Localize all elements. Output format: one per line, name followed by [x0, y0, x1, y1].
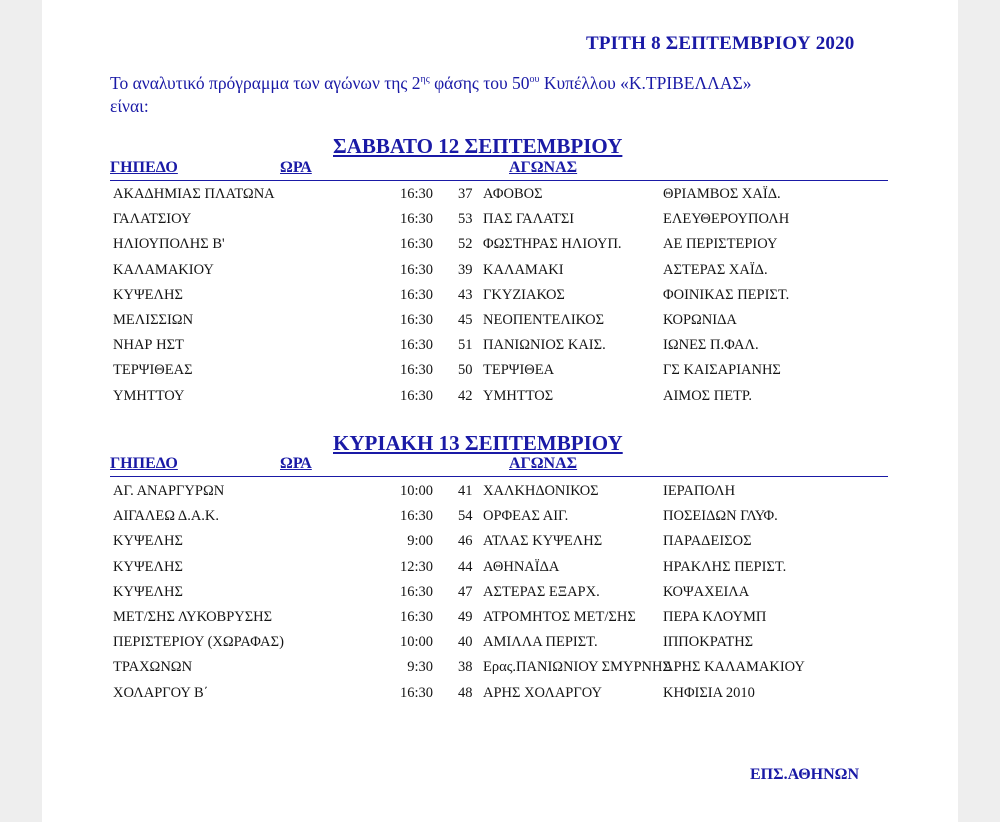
match-time: 16:30 — [399, 387, 433, 404]
day-title-sunday: ΚΥΡΙΑΚΗ 13 ΣΕΠΤΕΜΒΡΙΟΥ — [333, 431, 623, 455]
match-number: 49 — [458, 609, 473, 625]
match-home-team: ΠΑΝΙΩΝΙΟΣ ΚΑΙΣ. — [483, 337, 606, 354]
match-time: 16:30 — [399, 609, 433, 625]
match-home-team: ΧΑΛΚΗΔΟΝΙΚΟΣ — [483, 483, 599, 499]
match-venue: ΚΑΛΑΜΑΚΙΟΥ — [113, 261, 214, 278]
match-time: 16:30 — [399, 186, 433, 202]
match-number: 47 — [458, 583, 473, 600]
match-away-team: ΙΕΡΑΠΟΛΗ — [663, 483, 736, 499]
match-away-team: ΚΗΦΙΣΙΑ 2010 — [663, 684, 755, 701]
match-venue: ΠΕΡΙΣΤΕΡΙΟΥ (ΧΩΡΑΦΑΣ) — [113, 634, 284, 651]
match-time: 12:30 — [399, 558, 433, 575]
match-away-team: ΚΟΨΑΧΕΙΛΑ — [663, 583, 750, 600]
match-home-team: ΚΑΛΑΜΑΚΙ — [483, 261, 564, 278]
match-number: 38 — [458, 659, 473, 676]
signature: ΕΠΣ.ΑΘΗΝΩΝ — [750, 766, 860, 783]
match-row — [0, 609, 1000, 631]
match-home-team: ΑΡΗΣ ΧΟΛΑΡΓΟΥ — [483, 684, 602, 701]
match-home-team: ΟΡΦΕΑΣ ΑΙΓ. — [483, 508, 569, 525]
match-away-team: ΕΛΕΥΘΕΡΟΥΠΟΛΗ — [663, 211, 790, 228]
match-home-team: ΥΜΗΤΤΟΣ — [483, 387, 554, 404]
match-number: 54 — [458, 508, 473, 525]
match-home-team: ΑΜΙΛΛΑ ΠΕΡΙΣΤ. — [483, 634, 598, 651]
column-header-saturday — [110, 158, 888, 181]
match-venue: ΜΕΛΙΣΣΙΩΝ — [113, 312, 194, 328]
match-time: 16:30 — [399, 236, 433, 253]
match-time: 16:30 — [399, 261, 433, 278]
match-home-team: ΑΣΤΕΡΑΣ ΕΞΑΡΧ. — [483, 583, 600, 600]
match-time: 10:00 — [399, 634, 433, 651]
match-home-team: ΠΑΣ ΓΑΛΑΤΣΙ — [483, 211, 575, 228]
document-date: ΤΡΙΤΗ 8 ΣΕΠΤΕΜΒΡΙΟΥ 2020 — [586, 33, 855, 54]
match-row — [0, 685, 1000, 707]
match-away-team: ΘΡΙΑΜΒΟΣ ΧΑΪΔ. — [663, 186, 781, 202]
match-away-team: ΑΣΤΕΡΑΣ ΧΑΪΔ. — [663, 261, 768, 278]
match-time: 16:30 — [399, 684, 433, 701]
match-row — [0, 337, 1000, 359]
intro-paragraph — [110, 72, 930, 118]
match-venue: ΚΥΨΕΛΗΣ — [113, 286, 183, 303]
match-number: 51 — [458, 337, 473, 354]
match-away-team: ΗΡΑΚΛΗΣ ΠΕΡΙΣΤ. — [663, 558, 787, 575]
intro-superscript-1: ης — [420, 74, 430, 86]
match-home-team: ΑΤΡΟΜΗΤΟΣ ΜΕΤ/ΣΗΣ — [483, 609, 636, 625]
match-number: 39 — [458, 261, 473, 278]
match-time: 9:00 — [407, 533, 433, 550]
match-away-team: ΓΣ ΚΑΙΣΑΡΙΑΝΗΣ — [663, 362, 781, 379]
match-home-team: ΝΕΟΠΕΝΤΕΛΙΚΟΣ — [483, 312, 605, 328]
match-number: 41 — [458, 483, 473, 499]
intro-text-1: Το αναλυτικό πρόγραμμα των αγώνων της 2 — [110, 73, 421, 93]
match-away-team: ΦΟΙΝΙΚΑΣ ΠΕΡΙΣΤ. — [663, 286, 790, 303]
intro-text-3: Κυπέλλου «Κ.ΤΡΙΒΕΛΛΑΣ» — [539, 73, 752, 93]
match-row — [0, 262, 1000, 284]
match-number: 37 — [458, 186, 473, 202]
column-time-label: ΩΡΑ — [280, 159, 312, 176]
match-away-team: ΑΙΜΟΣ ΠΕΤΡ. — [663, 387, 753, 404]
column-header-sunday — [110, 454, 888, 477]
match-away-team: ΚΟΡΩΝΙΔΑ — [663, 312, 737, 328]
match-venue: ΑΓ. ΑΝΑΡΓΥΡΩΝ — [113, 483, 225, 499]
match-venue: ΑΙΓΑΛΕΩ Δ.Α.Κ. — [113, 508, 220, 525]
match-away-team: ΙΠΠΟΚΡΑΤΗΣ — [663, 634, 754, 651]
match-time: 10:00 — [399, 483, 433, 499]
match-row — [0, 362, 1000, 384]
match-row — [0, 508, 1000, 530]
match-time: 16:30 — [399, 286, 433, 303]
match-away-team: ΑΡΗΣ ΚΑΛΑΜΑΚΙΟΥ — [663, 659, 805, 676]
match-away-team: ΑΕ ΠΕΡΙΣΤΕΡΙΟΥ — [663, 236, 778, 253]
match-venue: ΧΟΛΑΡΓΟΥ Β΄ — [113, 684, 209, 701]
match-number: 50 — [458, 362, 473, 379]
match-venue: ΤΡΑΧΩΝΩΝ — [113, 659, 193, 676]
match-row — [0, 584, 1000, 606]
intro-text-2: φάσης του 50 — [429, 73, 530, 93]
match-time: 9:30 — [407, 659, 433, 676]
match-home-team: ΓΚΥΖΙΑΚΟΣ — [483, 286, 565, 303]
match-venue: ΗΛΙΟΥΠΟΛΗΣ Β' — [113, 236, 225, 253]
match-number: 42 — [458, 387, 473, 404]
match-time: 16:30 — [399, 362, 433, 379]
match-away-team: ΠΑΡΑΔΕΙΣΟΣ — [663, 533, 752, 550]
match-venue: ΜΕΤ/ΣΗΣ ΛΥΚΟΒΡΥΣΗΣ — [113, 609, 273, 625]
column-venue-label: ΓΗΠΕΔΟ — [110, 159, 178, 176]
match-row — [0, 287, 1000, 309]
match-venue: ΝΗΑΡ ΗΣΤ — [113, 337, 184, 354]
match-row — [0, 634, 1000, 656]
match-home-team: ΑΦΟΒΟΣ — [483, 186, 543, 202]
match-row — [0, 659, 1000, 681]
match-row — [0, 211, 1000, 233]
match-time: 16:30 — [399, 583, 433, 600]
match-time: 16:30 — [399, 508, 433, 525]
match-venue: ΑΚΑΔΗΜΙΑΣ ΠΛΑΤΩΝΑ — [113, 186, 275, 202]
match-home-team: ΦΩΣΤΗΡΑΣ ΗΛΙΟΥΠ. — [483, 236, 622, 253]
match-venue: ΓΑΛΑΤΣΙΟΥ — [113, 211, 192, 228]
match-row — [0, 483, 1000, 505]
match-home-team: ΑΤΛΑΣ ΚΥΨΕΛΗΣ — [483, 533, 603, 550]
match-row — [0, 533, 1000, 555]
column-venue-label: ΓΗΠΕΔΟ — [110, 455, 178, 472]
match-time: 16:30 — [399, 211, 433, 228]
match-venue: ΤΕΡΨΙΘΕΑΣ — [113, 362, 193, 379]
match-row — [0, 559, 1000, 581]
match-venue: ΚΥΨΕΛΗΣ — [113, 533, 183, 550]
match-number: 45 — [458, 312, 473, 328]
match-venue: ΚΥΨΕΛΗΣ — [113, 583, 183, 600]
match-away-team: ΠΟΣΕΙΔΩΝ ΓΛΥΦ. — [663, 508, 778, 525]
match-number: 52 — [458, 236, 473, 253]
match-number: 44 — [458, 558, 473, 575]
column-match-label: ΑΓΩΝΑΣ — [509, 159, 578, 176]
column-match-label: ΑΓΩΝΑΣ — [509, 455, 578, 472]
match-venue: ΥΜΗΤΤΟΥ — [113, 387, 185, 404]
match-time: 16:30 — [399, 337, 433, 354]
match-home-team: Ερας.ΠΑΝΙΩΝΙΟΥ ΣΜΥΡΝΗΣ — [483, 659, 671, 676]
match-number: 40 — [458, 634, 473, 651]
match-number: 43 — [458, 286, 473, 303]
match-number: 53 — [458, 211, 473, 228]
match-row — [0, 186, 1000, 208]
match-row — [0, 236, 1000, 258]
match-home-team: ΑΘΗΝΑΪΔΑ — [483, 558, 560, 575]
match-away-team: ΠΕΡΑ ΚΛΟΥΜΠ — [663, 609, 767, 625]
match-row — [0, 312, 1000, 334]
match-away-team: ΙΩΝΕΣ Π.ΦΑΛ. — [663, 337, 759, 354]
match-number: 48 — [458, 684, 473, 701]
day-title-saturday: ΣΑΒΒΑΤΟ 12 ΣΕΠΤΕΜΒΡΙΟΥ — [333, 134, 623, 158]
match-row — [0, 388, 1000, 410]
match-venue: ΚΥΨΕΛΗΣ — [113, 558, 183, 575]
column-time-label: ΩΡΑ — [280, 455, 312, 472]
intro-superscript-2: ου — [529, 74, 540, 86]
match-time: 16:30 — [399, 312, 433, 328]
intro-text-line2: είναι: — [110, 96, 149, 116]
match-home-team: ΤΕΡΨΙΘΕΑ — [483, 362, 555, 379]
match-number: 46 — [458, 533, 473, 550]
